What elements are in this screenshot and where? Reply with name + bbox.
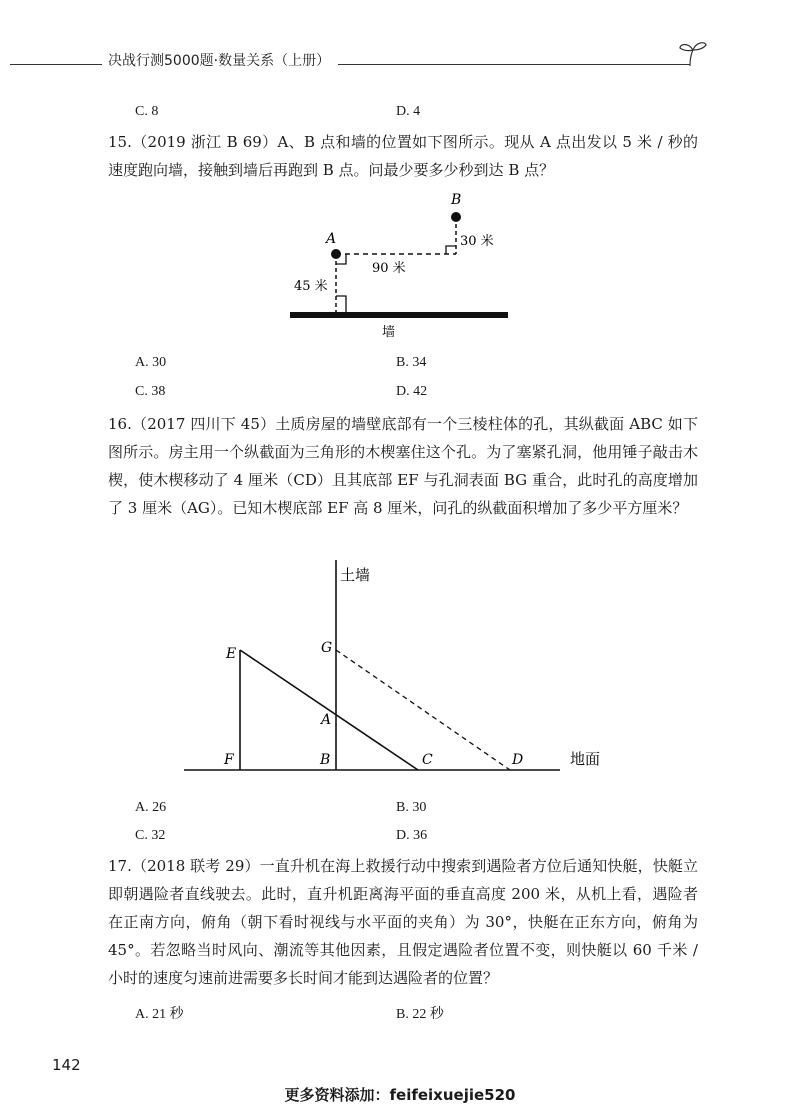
q15-option-c: C. 38 [135,384,166,399]
header-rule-right [338,64,690,65]
q15-label-30m: 30 米 [460,234,494,249]
q16-option-a: A. 26 [135,800,167,815]
q16-label-ground: 地面 [570,750,601,768]
q16-label-d: D [512,752,524,768]
q16-option-b: B. 30 [396,800,427,815]
q16-label-a: A [321,712,332,728]
q16-label-wall: 土墙 [340,566,371,584]
q17-option-a: A. 21 秒 [135,1007,184,1022]
q16-option-c: C. 32 [135,828,166,843]
q16-figure [180,556,620,786]
q15-option-b: B. 34 [396,355,427,370]
q16-label-e: E [226,646,237,662]
q15-figure [280,186,520,346]
q16-question-text: 16.（2017 四川下 45）土质房屋的墙壁底部有一个三棱柱体的孔，其纵截面 ABC 如下图所示。房主用一个纵截面为三角形的木楔塞住这个孔。为了塞紧孔洞，他用锤子敲击木楔，使木楔移动了 4 厘米（CD）且其底部 EF 与孔洞表面 BG 重合，此时孔的高度增加了 3 厘米（AG）。已知木楔底部 EF 高 8 厘米，问孔的纵截面积增加了多少平方厘米？ [108,415,698,517]
q15-option-d: D. 42 [396,384,428,399]
q16-label-g: G [321,640,333,656]
q16-label-f: F [224,752,234,768]
q15-label-45m: 45 米 [294,279,328,294]
q17-question-text: 17.（2018 联考 29）一直升机在海上救援行动中搜索到遇险者方位后通知快艇，快艇立即朝遇险者直线驶去。此时，直升机距离海平面的垂直高度 200 米，从机上看，遇险者在正南方向，俯角（朝下看时视线与水平面的夹角）为 30°，快艇在正东方向，俯角为 45°。若忽略当时风向、潮流等其他因素，且假定遇险者位置不变，则快艇以 60 千米 / 小时的速度匀速前进需要多长时间才能到达遇险者的位置？ [108,857,698,987]
q15-label-90m: 90 米 [372,261,406,276]
q15-question-text: 15.（2019 浙江 B 69）A、B 点和墙的位置如下图所示。现从 A 点出发以 5 米 / 秒的速度跑向墙，接触到墙后再跑到 B 点。问最少要多少秒到达 B 点？ [108,133,698,179]
q16-label-c: C [422,752,433,768]
page-number: 142 [52,1056,81,1074]
q15-label-b: B [451,192,462,208]
q15-label-a: A [326,231,337,247]
sprout-icon [676,36,710,70]
q14-option-d: D. 4 [396,104,421,119]
q15-option-a: A. 30 [135,355,167,370]
q16-label-b: B [320,752,331,768]
q15-wall [290,312,508,318]
q14-option-c: C. 8 [135,104,159,119]
q16-option-d: D. 36 [396,828,428,843]
q17-option-b: B. 22 秒 [396,1007,444,1022]
footer-note: 更多资料添加：feifeixuejie520 [284,1086,516,1104]
q15-label-wall: 墙 [382,325,396,340]
header-rule-left [10,64,102,65]
header-title: 决战行测5000题·数量关系（上册） [108,53,331,69]
